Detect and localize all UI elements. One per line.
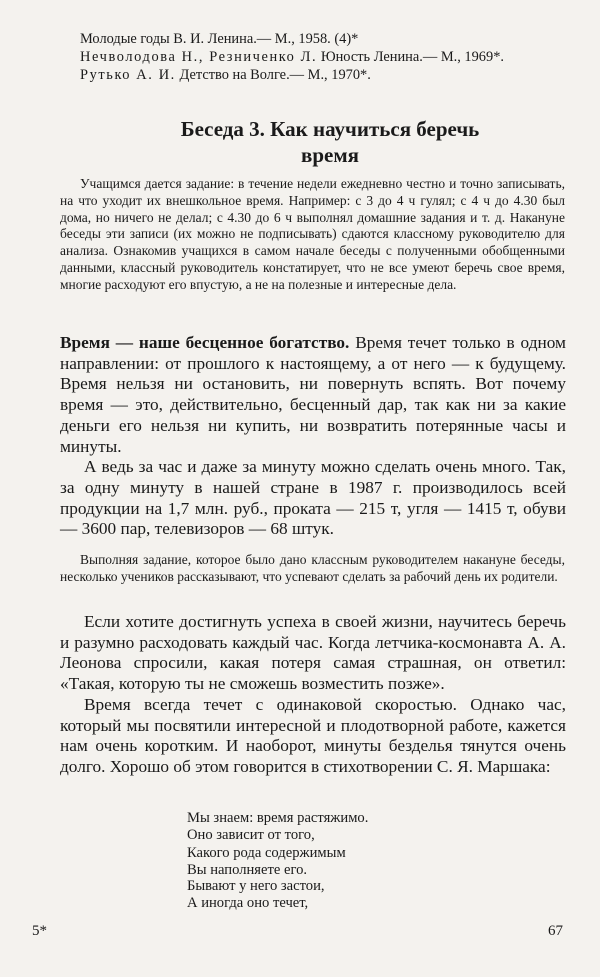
- reference-item: [80, 66, 568, 84]
- reference-item: Молодые годы В. И. Ленина.— М., 1958. (4)*: [80, 31, 359, 47]
- poem-line: Какого рода содержимым: [187, 844, 346, 861]
- lesson-title-line2: время: [300, 143, 359, 167]
- page-number: 67: [548, 923, 563, 939]
- poem-line: Мы знаем: время растяжимо.: [187, 810, 369, 826]
- paragraph-leonov: Если хотите достигнуть успеха в своей жизни, научитесь беречь и разумно расходовать каждый час. Когда летчика-космонавта А. А. Леонова спросили, какая потеря самая страшная, он ответил: «Такая, которую ты не сможешь возместить позже».: [60, 612, 566, 694]
- poem-stanza-2: [187, 878, 527, 913]
- poem-stanza-1: [187, 810, 527, 880]
- task-parents: Выполняя задание, которое было дано классным руководителем накануне беседы, несколько учеников рассказывают, что успевают сделать за рабочий день их родители.: [60, 552, 565, 584]
- task-description: Учащимся дается задание: в течение недели ежедневно честно и точно записывать, на что уходит их внешкольное время. Например: с 3 до 4 ч гулял; с 4 ч до 4.30 был дома, но ничего не делал; с 4.30 до 6 ч выполнял домашние задания и т. д. Накануне беседы эти записи (их можно не подписывать) сдаются классному руководителю для анализа. Ознакомив учащихся в самом начале беседы с полученными обобщенными данными, классный руководитель констатирует, что не все умеют беречь свое время, многие расходуют его впустую, а не на полезные и интересные дела.: [60, 176, 565, 292]
- lesson-title: [120, 116, 540, 168]
- signature-mark: 5*: [32, 923, 47, 939]
- reference-item: [80, 48, 568, 66]
- poem-line: А иногда оно течет,: [187, 895, 309, 912]
- poem-line: Оно зависит от того,: [187, 827, 315, 844]
- poem-line: Вы наполняете его.: [187, 862, 308, 879]
- reference-author: Нечволодова Н., Резниченко Л.: [80, 49, 318, 65]
- main-text-block-1: [60, 333, 566, 540]
- paragraph-minute-production: А ведь за час и даже за минуту можно сделать очень много. Так, за одну минуту в нашей стране в 1987 г. производилось всей продукции на 1,7 млн. руб., проката — 215 т, угля — 1415 т, обуви — 3600 пар, телевизоров — 68 штук.: [60, 457, 566, 539]
- reference-author: Рутько А. И.: [80, 67, 176, 83]
- reference-list: [80, 30, 568, 84]
- reference-text: Детство на Волге.— М., 1970*.: [175, 67, 371, 83]
- paragraph-time-treasure: Время — наше бесценное богатство. Время течет только в одном направлении: от прошлого к настоящему, а от него — к будущему. Время нельзя ни остановить, ни повернуть вспять. Вот почему время — это, действительно, бесценный дар, так как ни за какие деньги его нельзя ни купить, ни возвратить потерянные часы и минуты.: [60, 333, 566, 456]
- poem-line: Бывают у него застои,: [187, 878, 325, 894]
- paragraph-time-speed: Время всегда течет с одинаковой скоростью. Однако час, который мы посвятили интересной и плодотворной работе, кажется нам очень коротким. И наоборот, минуты безделья тянутся очень долго. Хорошо об этом говорится в стихотворении С. Я. Маршака:: [60, 694, 566, 776]
- main-text-block-2: [60, 612, 566, 778]
- reference-text: Юность Ленина.— М., 1969*.: [317, 49, 504, 65]
- section-heading: Время — наше бесценное богатство.: [60, 333, 350, 352]
- lesson-title-line1: Беседа 3. Как научиться беречь: [180, 117, 480, 141]
